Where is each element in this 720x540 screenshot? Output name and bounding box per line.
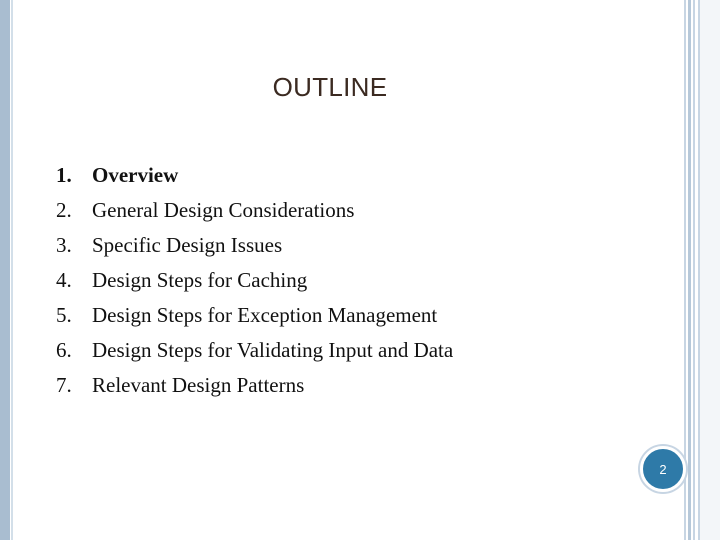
item-number: 2. [56, 198, 72, 222]
item-number: 4. [56, 268, 72, 292]
item-label: Overview [92, 163, 179, 187]
page-number-badge: 2 [640, 446, 686, 492]
right-rail [698, 0, 720, 540]
left-frame-line [11, 0, 13, 540]
item-number: 7. [56, 373, 72, 397]
item-label: Relevant Design Patterns [92, 373, 305, 397]
right-frame-rails [684, 0, 720, 540]
right-rail [688, 0, 691, 540]
right-rail [693, 0, 695, 540]
outline-item [56, 230, 453, 265]
item-label: Design Steps for Caching [92, 268, 308, 292]
outline-item [56, 265, 453, 300]
item-number: 6. [56, 338, 72, 362]
outline-item [56, 195, 453, 230]
outline-item [56, 300, 453, 335]
slide-title: OUTLINE [272, 72, 388, 102]
item-number: 5. [56, 303, 72, 327]
item-number: 3. [56, 233, 72, 257]
left-frame-bar [0, 0, 10, 540]
outline-item [56, 370, 453, 405]
item-label: Design Steps for Exception Management [92, 303, 438, 327]
right-rail [684, 0, 686, 540]
outline-item [56, 335, 453, 370]
item-label: Design Steps for Validating Input and Data [92, 338, 454, 362]
outline-item [56, 160, 453, 195]
item-number: 1. [56, 163, 72, 187]
item-label: General Design Considerations [92, 198, 355, 222]
item-label: Specific Design Issues [92, 233, 283, 257]
outline-list [56, 160, 453, 405]
